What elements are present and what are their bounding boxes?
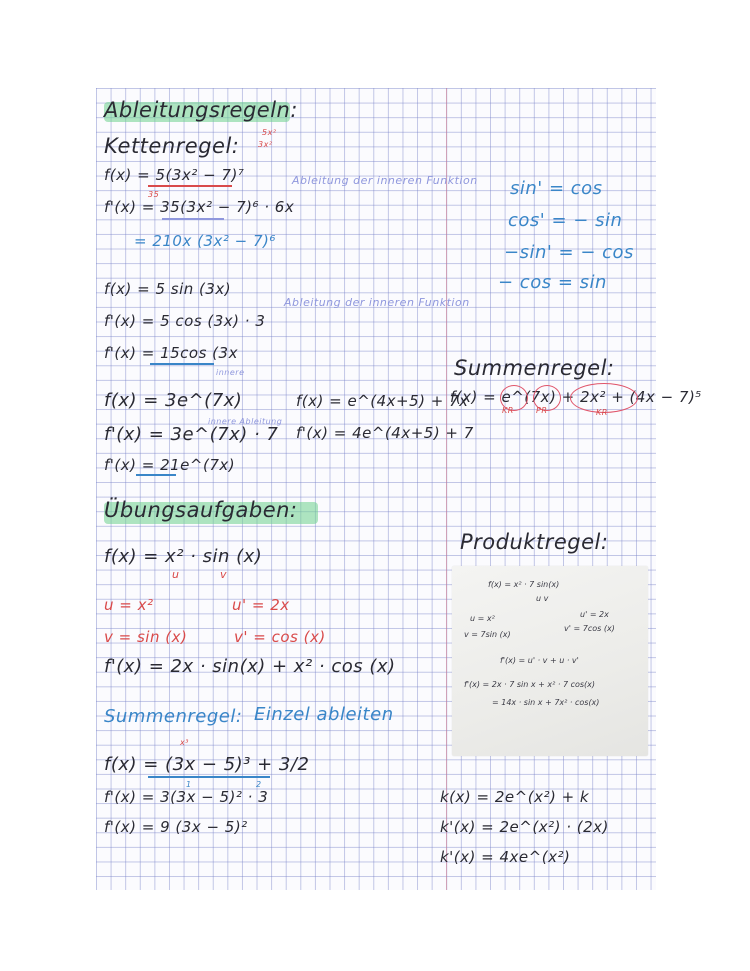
trig-line4: − cos = sin: [498, 272, 607, 293]
uebung-summ-label: Summenregel:: [104, 706, 243, 727]
summenregel-line: f(x) = e^(7x) + 2x² + (4x − 7)⁵: [450, 388, 702, 406]
photo-line-8: f'(x) = 2x · 7 sin x + x² · 7 cos(x): [464, 680, 596, 689]
ex3-line1: f(x) = 3e^(7x): [104, 390, 243, 411]
photo-line-6: v' = 7cos (x): [564, 624, 615, 633]
ex1-line1: f(x) = 5(3x² − 7)⁷: [104, 166, 245, 184]
ex1-line3: = 210x (3x² − 7)⁶: [134, 232, 276, 250]
ex-line1: f(x) = (3x − 5)³ + 3/2: [104, 754, 310, 775]
ex4-line2: f'(x) = 4e^(4x+5) + 7: [296, 424, 474, 442]
trig-line1: sin' = cos: [510, 178, 603, 199]
ex2-line1: f(x) = 5 sin (3x): [104, 280, 232, 298]
ex1-line2: f'(x) = 35(3x² − 7)⁶ · 6x: [104, 198, 295, 216]
ex2-blue-underline: [150, 363, 214, 365]
margin-note-1: 5x²: [262, 128, 277, 137]
photo-line-2: u v: [536, 594, 549, 603]
ex2-note: Ableitung der inneren Funktion: [284, 296, 470, 309]
margin-note-2: 3x²: [258, 140, 273, 149]
ex-blue-underline: [148, 776, 270, 778]
ex1-coef-note: 35: [148, 190, 160, 199]
photo-line-9: = 14x · sin x + 7x² · cos(x): [492, 698, 600, 707]
uebung-u-prime: u' = 2x: [232, 596, 290, 614]
heading-summenregel: Summenregel:: [454, 356, 615, 380]
ex-line3: f'(x) = 9 (3x − 5)²: [104, 818, 248, 836]
ex1-purple-underline: [162, 218, 224, 220]
uebung-line1: f(x) = x² · sin (x): [104, 546, 263, 567]
ex3-line2: f'(x) = 3e^(7x) · 7: [104, 424, 279, 445]
uebung-v-prime: v' = cos (x): [234, 628, 326, 646]
photo-line-3: u = x²: [470, 614, 495, 623]
ex2-line2: f'(x) = 5 cos (3x) · 3: [104, 312, 266, 330]
photo-line-5: v = 7sin (x): [464, 630, 511, 639]
summenregel-kr1: KR: [502, 406, 514, 415]
uebung-v-label: v: [220, 568, 228, 581]
produktregel-photo: [452, 566, 648, 756]
ex1-note: Ableitung der inneren Funktion: [292, 174, 478, 187]
k-line2: k'(x) = 2e^(x²) · (2x): [440, 818, 609, 836]
uebung-v: v = sin (x): [104, 628, 188, 646]
ex3-note: innere Ableitung: [208, 417, 283, 426]
uebung-result: f'(x) = 2x · sin(x) + x² · cos (x): [104, 656, 396, 677]
ex1-red-underline: [148, 185, 232, 187]
photo-line-7: f'(x) = u' · v + u · v': [500, 656, 579, 665]
uebung-u: u = x²: [104, 596, 154, 614]
ex3-blue-underline: [136, 474, 176, 476]
trig-line3: −sin' = − cos: [504, 242, 634, 263]
photo-line-4: u' = 2x: [580, 610, 609, 619]
ex2-line3: f'(x) = 15cos (3x: [104, 344, 238, 362]
heading-produktregel: Produktregel:: [460, 530, 609, 554]
ex-small-x3: x³: [180, 738, 189, 747]
uebung-u-label: u: [172, 568, 180, 581]
ex-line2: f'(x) = 3(3x − 5)² · 3: [104, 788, 269, 806]
ex3-line3: f'(x) = 21e^(7x): [104, 456, 236, 474]
heading-kettenregel: Kettenregel:: [104, 134, 240, 158]
uebung-summ-text: Einzel ableiten: [254, 704, 394, 725]
summenregel-pr: PR: [536, 406, 548, 415]
k-line1: k(x) = 2e^(x²) + k: [440, 788, 590, 806]
ex2-small: innere: [216, 368, 245, 377]
k-line3: k'(x) = 4xe^(x²): [440, 848, 571, 866]
margin-line: [446, 88, 447, 890]
ex4-line1: f(x) = e^(4x+5) + 7x: [296, 392, 469, 410]
summenregel-kr2: KR: [596, 408, 608, 417]
ex-small-1: 1: [186, 780, 192, 789]
ex-small-2: 2: [256, 780, 262, 789]
photo-line-1: f(x) = x² · 7 sin(x): [488, 580, 560, 589]
heading-ableitungsregeln: Ableitungsregeln:: [104, 98, 298, 122]
trig-line2: cos' = − sin: [508, 210, 623, 231]
heading-uebungsaufgaben: Übungsaufgaben:: [104, 498, 298, 522]
